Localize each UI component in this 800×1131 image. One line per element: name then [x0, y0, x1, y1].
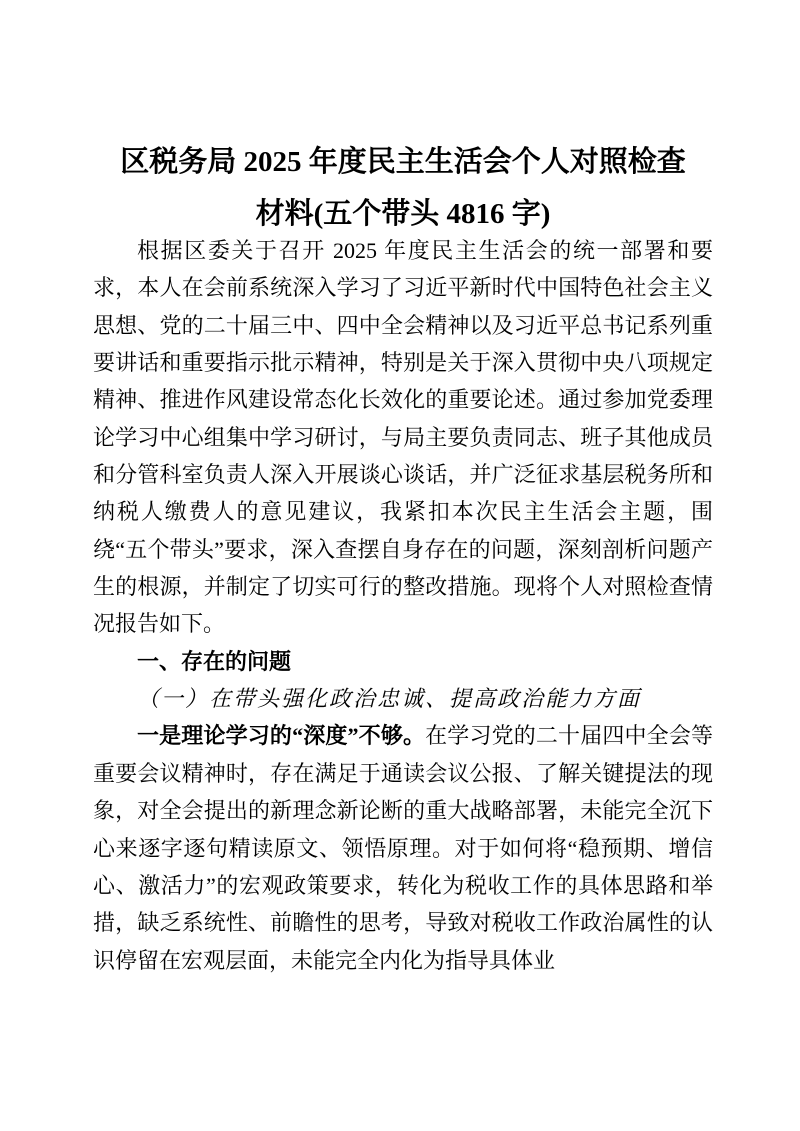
issue-body-text: 在学习党的二十届四中全会等重要会议精神时，存在满足于通读会议公报、了解关键提法的现象，对全会提出的新理念新论断的重大战略部署，未能完全沉下心来逐字逐句精读原文、领悟原理。对于如何将“稳预期、增信心、激活力”的宏观政策要求，转化为税收工作的具体思路和举措，缺乏系统性、前瞻性的思考，导致对税收工作政治属性的认识停留在宏观层面，未能完全内化为指导具体业 — [93, 723, 713, 973]
issue-paragraph — [93, 717, 713, 978]
section-heading-problems: 一、存在的问题 — [137, 648, 292, 674]
document-title — [93, 136, 713, 240]
document-body — [93, 232, 713, 979]
subsection-heading-political-loyalty: （一）在带头强化政治忠诚、提高政治能力方面 — [137, 686, 642, 712]
issue-lead-text: 一是理论学习的“深度”不够。 — [137, 723, 426, 749]
document-title-line1: 区税务局 2025 年度民主生活会个人对照检查 — [120, 146, 686, 178]
document-title-line2: 材料(五个带头 4816 字) — [255, 198, 551, 230]
intro-paragraph: 根据区委关于召开 2025 年度民主生活会的统一部署和要求，本人在会前系统深入学习了习近平新时代中国特色社会主义思想、党的二十届三中、四中全会精神以及习近平总书记系列重要讲话和重要指示批示精神，特别是关于深入贯彻中央八项规定精神、推进作风建设常态化长效化的重要论述。通过参加党委理论学习中心组集中学习研讨，与局主要负责同志、班子其他成员和分管科室负责人深入开展谈心谈话，并广泛征求基层税务所和纳税人缴费人的意见建议，我紧扣本次民主生活会主题，围绕“五个带头”要求，深入查摆自身存在的问题，深刻剖析问题产生的根源，并制定了切实可行的整改措施。现将个人对照检查情况报告如下。 — [93, 238, 713, 637]
